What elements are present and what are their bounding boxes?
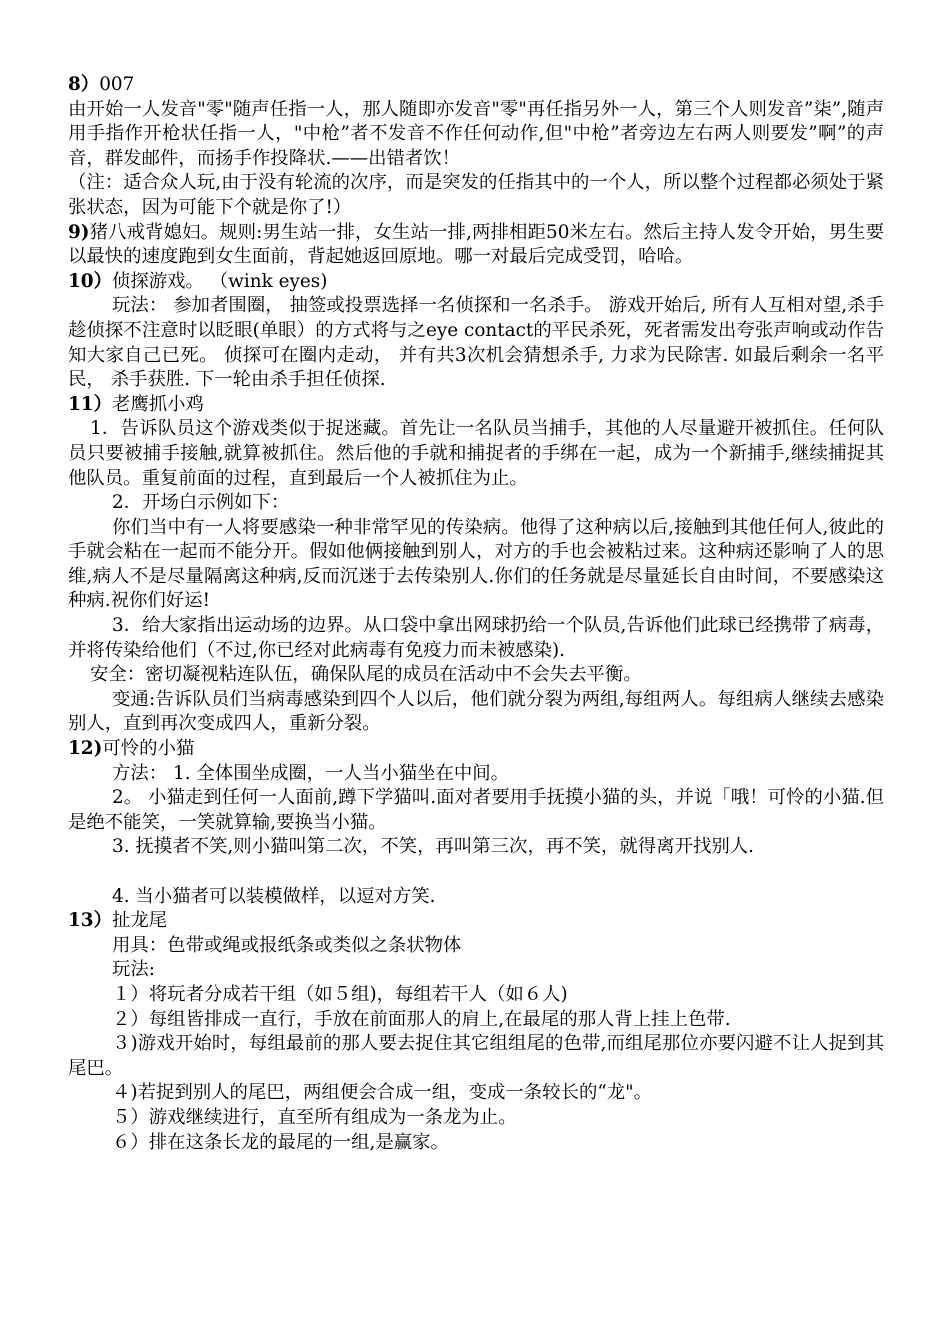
section-11-step-2: 2．开场白示例如下： <box>112 492 290 514</box>
section-8-note: （注：适合众人玩,由于没有轮流的次序，而是突发的任指其中的一个人，所以整个过程都必须处于紧张状态，因为可能下个就是你了!） <box>68 172 884 218</box>
section-title: 扯龙尾 <box>111 910 168 932</box>
blank-line <box>68 860 884 885</box>
section-8-heading <box>68 73 884 98</box>
section-9-paragraph <box>68 221 884 270</box>
section-10-heading <box>68 270 884 295</box>
section-number: 12) <box>68 738 103 760</box>
section-13-step-6: ６）排在这条长龙的最尾的一组,是赢家。 <box>112 1131 449 1153</box>
section-number: 10） <box>68 270 112 292</box>
section-12-method: 方法： 1. 全体围坐成圈，一人当小猫坐在中间。 <box>112 762 510 784</box>
section-13-heading <box>68 909 884 934</box>
section-12-heading <box>68 737 884 762</box>
section-13-step-3: ３)游戏开始时，每组最前的那人要去捉住其它组组尾的色带,而组尾那位亦要闪避不让人捉到其尾巴。 <box>68 1033 884 1079</box>
section-number: 8） <box>68 74 100 95</box>
section-text: 猪八戒背媳妇。规则:男生站一排，女生站一排,两排相距50米左右。然后主持人发令开始，男生要以最快的速度跑到女生面前，背起她返回原地。哪一对最后完成受罚，哈哈。 <box>68 221 884 268</box>
section-13-tools: 用具：色带或绳或报纸条或类似之条状物体 <box>112 934 462 956</box>
section-11-heading <box>68 393 884 418</box>
section-13-step-2: ２）每组皆排成一直行，手放在前面那人的肩上,在最尾的那人背上挂上色带. <box>112 1008 731 1030</box>
section-11-variation: 变通:告诉队员们当病毒感染到四个人以后，他们就分裂为两组,每组两人。每组病人继续去感染别人，直到再次变成四人，重新分裂。 <box>68 688 884 735</box>
section-title: 可怜的小猫 <box>102 738 195 760</box>
section-11-safety: 安全：密切凝视粘连队伍，确保队尾的成员在活动中不会失去平衡。 <box>90 664 642 686</box>
section-13-step-5: ５）游戏继续进行，直至所有组成为一条龙为止。 <box>112 1106 517 1128</box>
section-11-step-3: 3．给大家指出运动场的边界。从口袋中拿出网球扔给一个队员,告诉他们此球已经携带了病毒，并将传染给他们（不过,你已经对此病毒有免疫力而未被感染). <box>68 615 884 661</box>
section-title: 侦探游戏。 （wink eyes) <box>111 270 328 292</box>
section-title: 007 <box>99 74 135 95</box>
section-12-step-4: 4. 当小猫者可以装模做样，以逗对方笑. <box>112 885 436 907</box>
document-page <box>68 73 884 1155</box>
section-number: 9) <box>68 221 90 243</box>
section-12-step-3: 3. 抚摸者不笑,则小猫叫第二次，不笑，再叫第三次，再不笑，就得离开找别人. <box>112 836 754 858</box>
section-number: 11） <box>68 393 112 415</box>
section-10-paragraph: 玩法： 参加者围圈， 抽签或投票选择一名侦探和一名杀手。 游戏开始后, 所有人互相对望,杀手趁侦探不注意时以眨眼(单眼）的方式将与之eye contact的平民杀死，死者需发出夸张声响或动作告知大家自己已死。 侦探可在圈内走动， 并有共3次机会猜想杀手, 力求为民除害. 如最后剩余一名平民， 杀手获胜. 下一轮由杀手担任侦探. <box>68 295 884 391</box>
section-8-paragraph: 由开始一人发音"零"随声任指一人，那人随即亦发音"零"再任指另外一人，第三个人则发音”柒”,随声用手指作开枪状任指一人，"中枪”者不发音不作任何动作,但"中枪”者旁边左右两人则要发”啊”的声音，群发邮件，而扬手作投降状.——出错者饮！ <box>68 98 884 169</box>
section-12-step-2: 2。 小猫走到任何一人面前,蹲下学猫叫.面对者要用手抚摸小猫的头，并说「哦！可怜的小猫.但是绝不能笑，一笑就算输,要换当小猫。 <box>68 787 884 833</box>
section-number: 13） <box>68 910 112 932</box>
section-11-step-1: 1．告诉队员这个游戏类似于捉迷藏。首先让一名队员当捕手，其他的人尽量避开被抓住。任何队员只要被捕手接触,就算被抓住。然后他的手就和捕捉者的手绑在一起，成为一个新捕手,继续捕捉其他队员。重复前面的过程，直到最后一个人被抓住为止。 <box>68 418 884 489</box>
section-13-step-1: １）将玩者分成若干组（如５组)，每组若干人（如６人) <box>112 983 568 1005</box>
section-11-example: 你们当中有一人将要感染一种非常罕见的传染病。他得了这种病以后,接触到其他任何人,彼此的手就会粘在一起而不能分开。假如他俩接触到别人，对方的手也会被粘过来。这种病还影响了人的思维,病人不是尽量隔离这种病,反而沉迷于去传染别人.你们的任务就是尽量延长自由时间，不要感染这种病.祝你们好运! <box>68 516 884 612</box>
section-13-step-4: ４)若捉到别人的尾巴，两组便会合成一组，变成一条较长的“龙"。 <box>112 1082 652 1104</box>
section-title: 老鹰抓小鸡 <box>111 393 204 415</box>
section-13-howto: 玩法: <box>112 959 155 981</box>
